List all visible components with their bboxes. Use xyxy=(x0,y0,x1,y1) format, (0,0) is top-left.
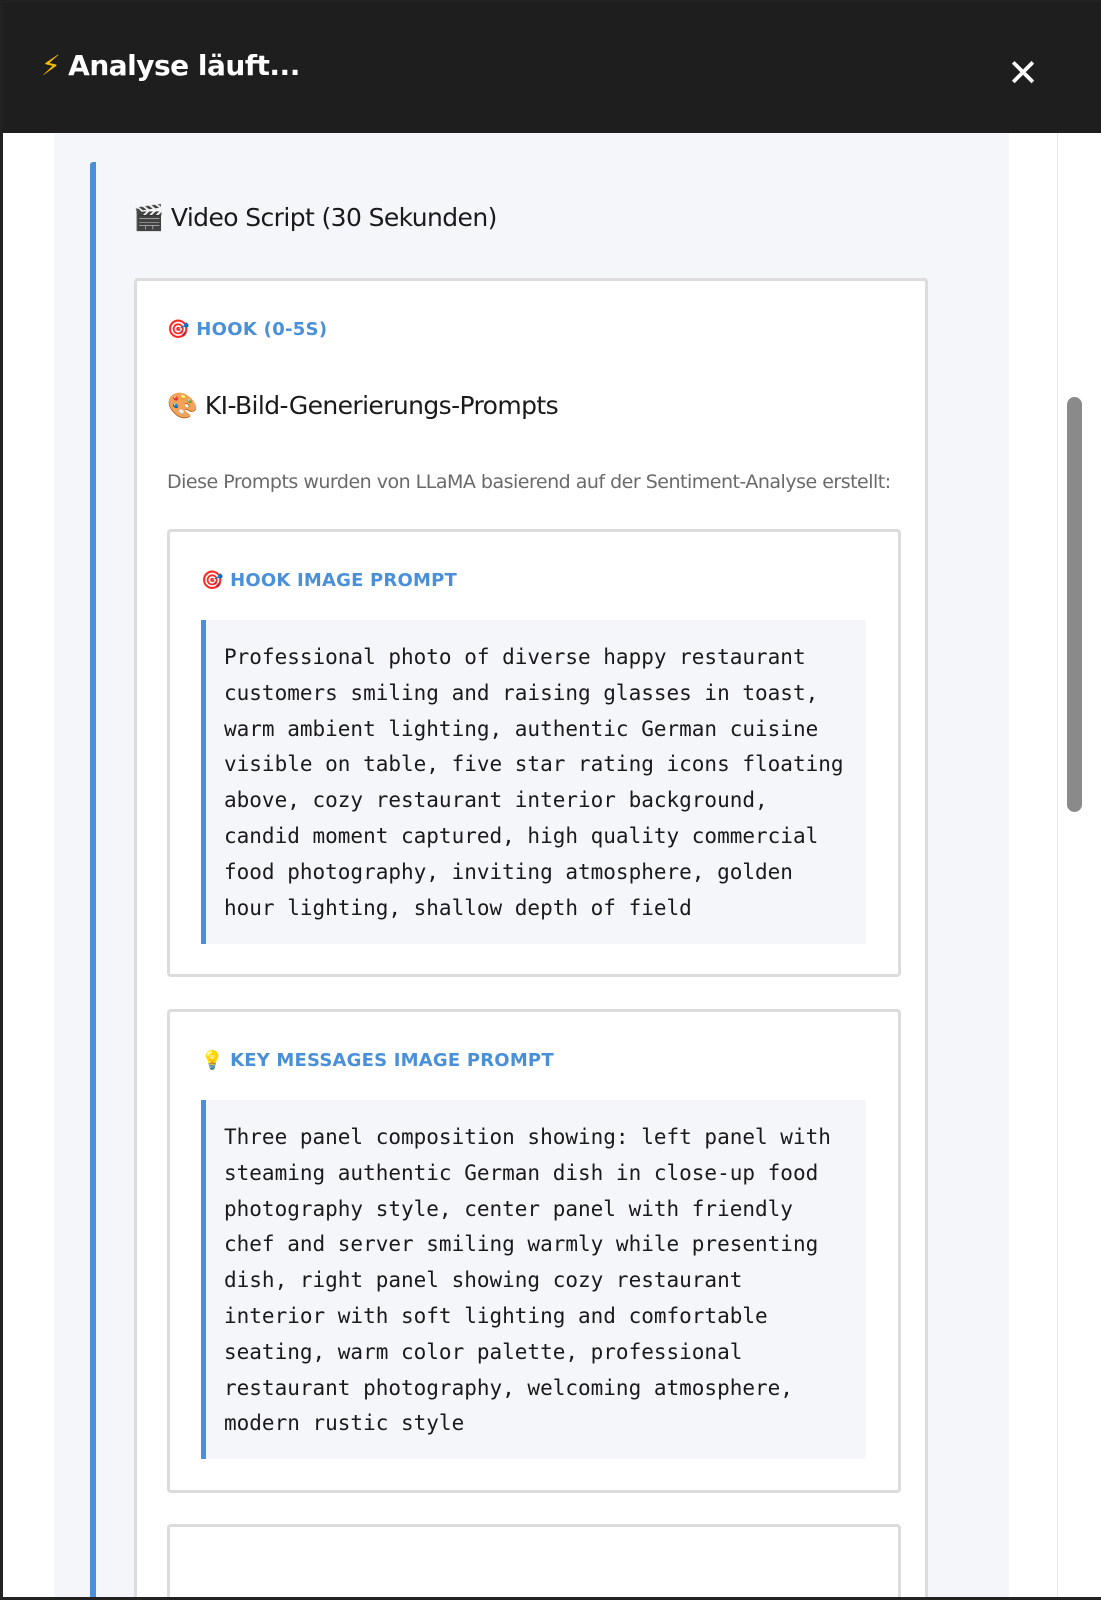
lightning-icon: ⚡ xyxy=(41,49,61,82)
section-accent-bar xyxy=(90,162,96,1597)
analysis-modal xyxy=(3,3,1101,1597)
next-prompt-card xyxy=(167,1524,901,1597)
close-button[interactable]: ✕ xyxy=(1007,51,1039,95)
scrollbar-thumb[interactable] xyxy=(1067,397,1082,812)
hook-label: 🎯 HOOK (0-5S) xyxy=(167,319,328,340)
hook-image-prompt-box xyxy=(201,620,866,944)
scrollbar-track[interactable] xyxy=(1057,133,1101,1597)
key-messages-image-prompt-text: Three panel composition showing: left panel with steaming authentic German dish in close-up food photography style, center panel with friendly chef and server smiling warmly while presenting dish, right panel showing cozy restaurant interior with soft lighting and comfortable seating, warm color palette, professional restaurant photography, welcoming atmosphere, modern rustic style xyxy=(224,1125,831,1436)
hook-image-prompt-text: Professional photo of diverse happy restaurant customers smiling and raising glasses in toast, warm ambient lighting, authentic German cuisine visible on table, five star rating icons floating above, cozy restaurant interior background, candid moment captured, high quality commercial food photography, inviting atmosphere, golden hour lighting, shallow depth of field xyxy=(224,645,844,920)
modal-title-text: Analyse läuft... xyxy=(68,49,300,82)
hook-image-prompt-label: 🎯 HOOK IMAGE PROMPT xyxy=(201,570,457,591)
key-messages-image-prompt-label: 💡 KEY MESSAGES IMAGE PROMPT xyxy=(201,1050,554,1071)
modal-body[interactable] xyxy=(3,133,1057,1597)
key-messages-image-prompt-card xyxy=(167,1009,901,1493)
prompts-heading: 🎨 KI-Bild-Generierungs-Prompts xyxy=(167,391,558,420)
video-script-title: 🎬 Video Script (30 Sekunden) xyxy=(133,203,497,232)
hook-image-prompt-card xyxy=(167,529,901,977)
modal-title xyxy=(41,49,300,82)
prompts-description: Diese Prompts wurden von LLaMA basierend auf der Sentiment-Analyse erstellt: xyxy=(167,471,891,493)
modal-header xyxy=(3,3,1101,133)
key-messages-image-prompt-box xyxy=(201,1100,866,1459)
